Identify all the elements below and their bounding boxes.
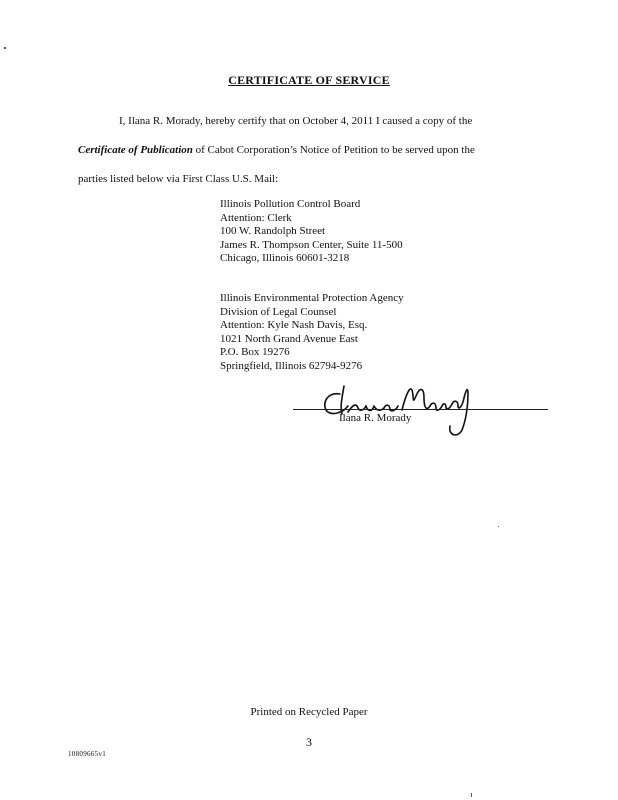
scan-speck bbox=[4, 47, 6, 49]
handwritten-signature bbox=[318, 376, 478, 438]
address-line: Springfield, Illinois 62794-9276 bbox=[220, 359, 363, 372]
recipient-address-pollution-control-board bbox=[220, 198, 403, 266]
certification-line-2-rest: of Cabot Corporation’s Notice of Petition to be served upon the bbox=[192, 144, 475, 156]
address-line: Attention: Clerk bbox=[220, 211, 292, 224]
address-line: Attention: Kyle Nash Davis, Esq. bbox=[220, 319, 368, 331]
address-line: Illinois Pollution Control Board bbox=[220, 198, 361, 210]
address-line: 1021 North Grand Avenue East bbox=[220, 332, 358, 345]
scan-speck bbox=[498, 526, 499, 527]
address-line: Division of Legal Counsel bbox=[220, 305, 337, 318]
address-line: James R. Thompson Center, Suite 11-500 bbox=[220, 238, 403, 251]
signature-line bbox=[293, 409, 548, 410]
address-line: P.O. Box 19276 bbox=[220, 346, 290, 358]
certification-line-3: parties listed below via First Class U.S. Mail: bbox=[78, 173, 279, 185]
signer-name: Ilana R. Morady bbox=[339, 412, 412, 424]
document-id: 10809665v1 bbox=[68, 750, 106, 758]
certification-line-1: I, Ilana R. Morady, hereby certify that on October 4, 2011 I caused a copy of the bbox=[119, 115, 473, 127]
scan-speck bbox=[471, 793, 472, 797]
address-line: 100 W. Randolph Street bbox=[220, 225, 326, 237]
recycled-paper-note: Printed on Recycled Paper bbox=[250, 706, 368, 718]
page-number: 3 bbox=[306, 735, 312, 749]
address-line: Chicago, Illinois 60601-3218 bbox=[220, 252, 350, 264]
document-title: CERTIFICATE OF SERVICE bbox=[228, 73, 390, 87]
address-line: Illinois Environmental Protection Agency bbox=[220, 292, 404, 304]
certificate-title-emphasis: Certificate of Publication bbox=[78, 144, 193, 156]
certification-line-2 bbox=[78, 143, 548, 157]
recipient-address-epa bbox=[220, 292, 404, 373]
